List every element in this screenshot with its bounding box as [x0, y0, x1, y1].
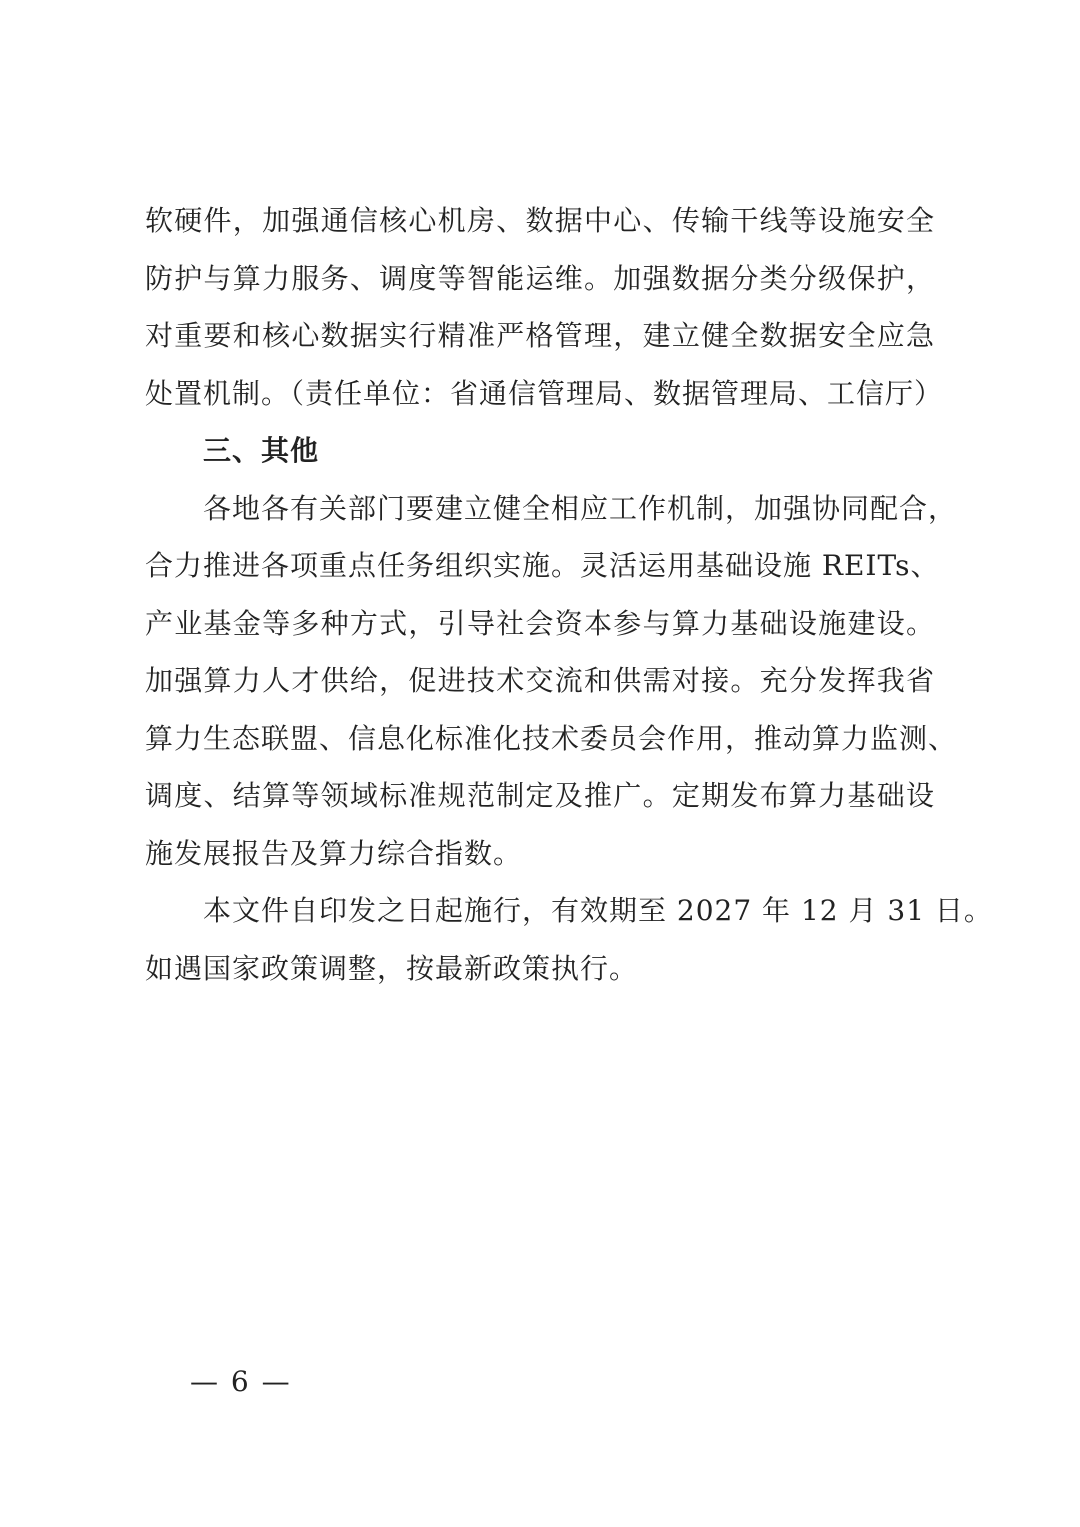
section-heading: 三、其他 — [203, 434, 320, 467]
body-line: 处置机制。（责任单位：省通信管理局、数据管理局、工信厅） — [145, 376, 944, 410]
body-line: 如遇国家政策调整，按最新政策执行。 — [145, 951, 639, 985]
body-line: 对重要和核心数据实行精准严格管理，建立健全数据安全应急 — [145, 319, 935, 352]
body-line: 合力推进各项重点任务组织实施。灵活运用基础设施 REITs、 — [145, 549, 940, 582]
body-line: 软硬件，加强通信核心机房、数据中心、传输干线等设施安全 — [145, 204, 935, 237]
body-line: 加强算力人才供给，促进技术交流和供需对接。充分发挥我省 — [145, 664, 935, 697]
document-body — [145, 192, 993, 997]
paragraph-first-line: 各地各有关部门要建立健全相应工作机制，加强协同配合， — [203, 491, 958, 525]
body-line: 调度、结算等领域标准规范制定及推广。定期发布算力基础设 — [145, 779, 935, 812]
body-line: 防护与算力服务、调度等智能运维。加强数据分类分级保护， — [145, 261, 935, 295]
body-line: 施发展报告及算力综合指数。 — [145, 836, 523, 870]
paragraph-first-line: 本文件自印发之日起施行，有效期至 2027 年 12 月 31 日。 — [203, 894, 993, 927]
body-line: 算力生态联盟、信息化标准化技术委员会作用，推动算力监测、 — [145, 721, 958, 755]
body-line: 产业基金等多种方式，引导社会资本参与算力基础设施建设。 — [145, 606, 935, 640]
page-number: — 6 — — [190, 1365, 292, 1398]
